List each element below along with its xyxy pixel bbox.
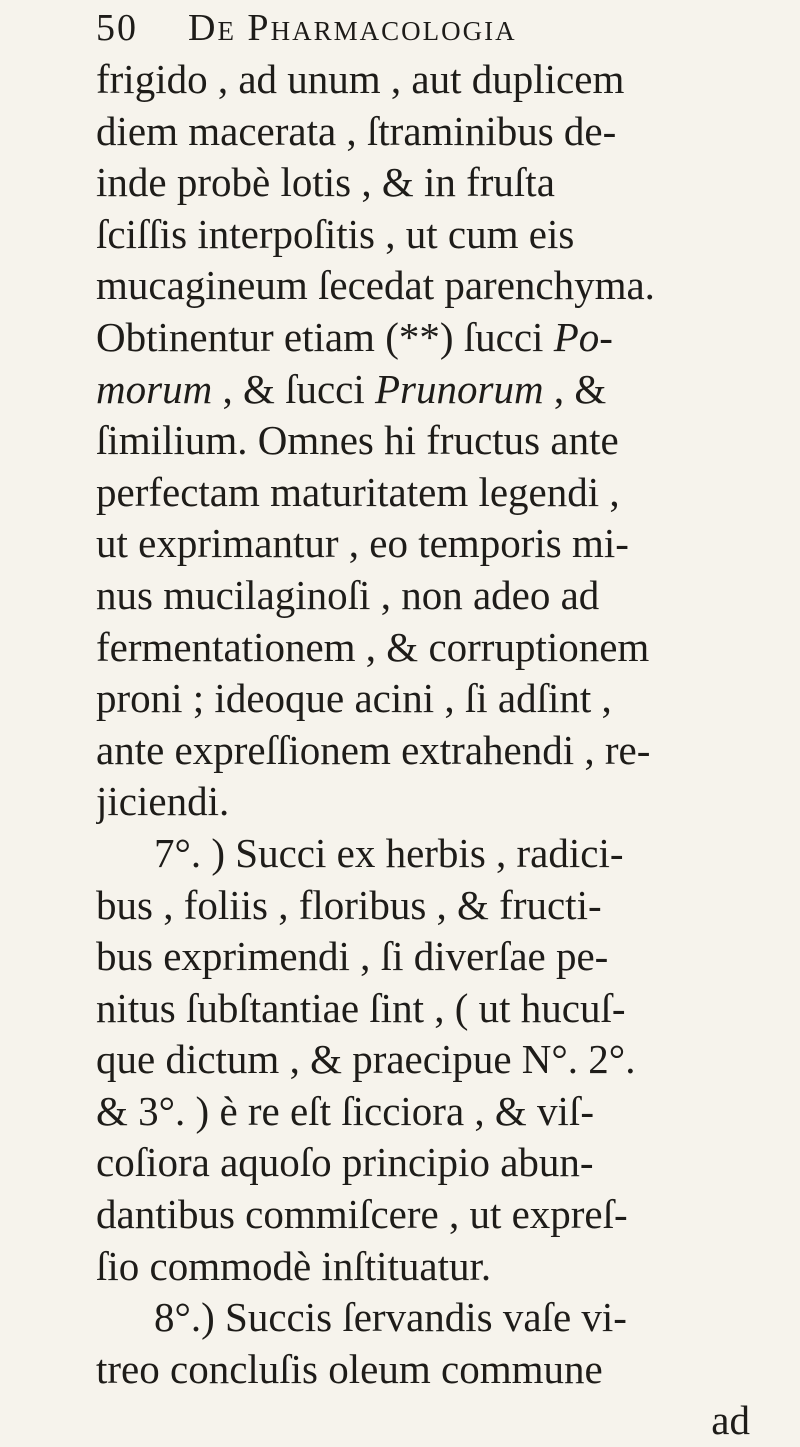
text-line: [96, 1034, 790, 1086]
line-text: diem macerata , ſtraminibus de-: [96, 107, 617, 154]
line-text: ſciſſis interpoſitis , ut cum eis: [96, 210, 575, 257]
text-line: [96, 260, 790, 312]
text-line: [96, 570, 790, 622]
line-text: ſimilium. Omnes hi fructus ante: [96, 417, 619, 464]
text-line: [96, 209, 790, 261]
text-line: [96, 622, 790, 674]
line-text: mucagineum ſecedat parenchyma.: [96, 262, 655, 309]
line-text: & 3°. ) è re eſt ſicciora , & viſ-: [96, 1087, 594, 1134]
line-text: ut exprimantur , eo temporis mi-: [96, 520, 629, 567]
line-text: ad: [711, 1397, 750, 1444]
text-line: [96, 106, 790, 158]
line-text: , &: [543, 365, 607, 412]
text-line: [96, 415, 790, 467]
text-line: [96, 467, 790, 519]
text-line: [96, 1189, 790, 1241]
line-text: nus mucilaginoſi , non adeo ad: [96, 571, 600, 618]
line-text: nitus ſubſtantiae ſint , ( ut hucuſ-: [96, 984, 626, 1031]
line-text: dantibus commiſcere , ut expreſ-: [96, 1191, 628, 1238]
text-line: [96, 776, 790, 828]
text-line: [96, 312, 790, 364]
line-text: 8°.) Succis ſervandis vaſe vi-: [154, 1294, 627, 1341]
line-text: jiciendi.: [96, 778, 230, 825]
body-text: [96, 54, 790, 1447]
text-line: [96, 1086, 790, 1138]
italic-word: Po-: [553, 313, 613, 360]
text-line: [96, 518, 790, 570]
text-line: [96, 828, 790, 880]
line-text: inde probè lotis , & in fruſta: [96, 159, 555, 206]
line-text: bus exprimendi , ſi diverſae pe-: [96, 933, 609, 980]
running-header: [96, 6, 696, 50]
catchword: [96, 1395, 790, 1447]
text-line: [96, 54, 790, 106]
line-text: perfectam maturitatem legendi ,: [96, 468, 620, 515]
line-text: , & ſucci: [212, 365, 376, 412]
line-text: bus , foliis , floribus , & fructi-: [96, 881, 602, 928]
line-text: fermentationem , & corruptionem: [96, 623, 650, 670]
text-line: [96, 157, 790, 209]
line-text: proni ; ideoque acini , ſi adſint ,: [96, 675, 612, 722]
text-line: [96, 673, 790, 725]
text-line: [96, 364, 790, 416]
line-text: Obtinentur etiam (**) ſucci: [96, 313, 554, 360]
line-text: frigido , ad unum , aut duplicem: [96, 56, 625, 102]
line-text: treo concluſis oleum commune: [96, 1345, 603, 1392]
line-text: ſio commodè inſtituatur.: [96, 1242, 492, 1289]
line-text: coſiora aquoſo principio abun-: [96, 1139, 594, 1186]
text-line: [96, 880, 790, 932]
italic-word: Prunorum: [375, 365, 544, 412]
line-text: 7°. ) Succi ex herbis , radici-: [154, 829, 624, 876]
text-line: [96, 1292, 790, 1344]
line-text: ante expreſſionem extrahendi , re-: [96, 726, 651, 773]
page-number: 50: [96, 7, 138, 49]
running-title: De Pharmacologia: [188, 7, 517, 49]
italic-word: morum: [96, 365, 213, 412]
text-line: [96, 1344, 790, 1396]
text-line: [96, 1241, 790, 1293]
text-line: [96, 725, 790, 777]
line-text: que dictum , & praecipue N°. 2°.: [96, 1036, 636, 1083]
text-line: [96, 1137, 790, 1189]
text-line: [96, 931, 790, 983]
text-line: [96, 983, 790, 1035]
